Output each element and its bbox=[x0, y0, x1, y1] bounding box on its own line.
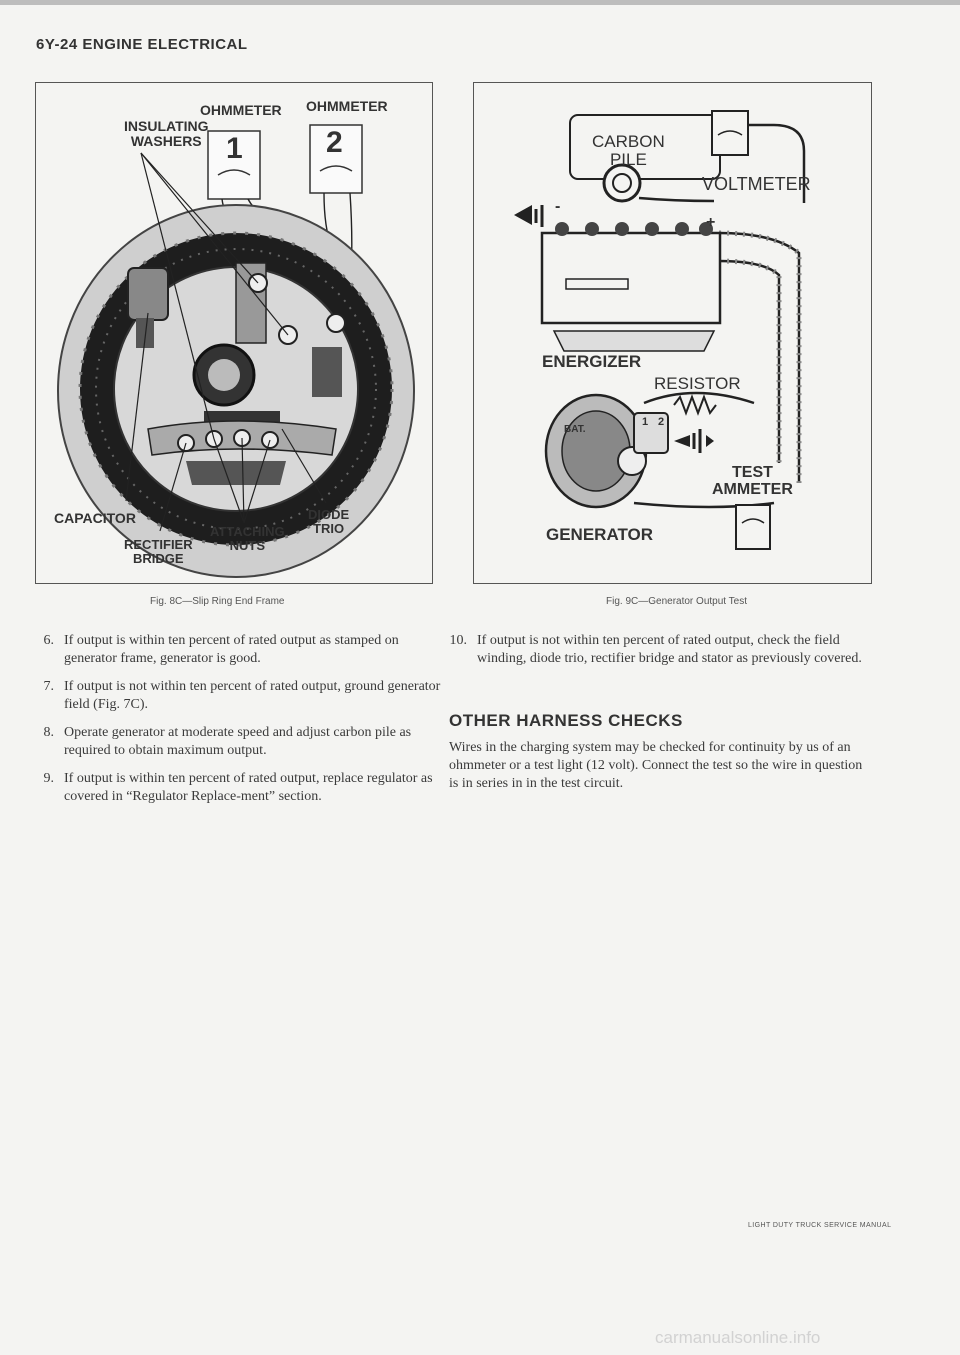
label-test-ammeter: TEST AMMETER bbox=[712, 464, 793, 498]
figure-generator-output-test bbox=[473, 82, 872, 584]
list-item: 8. Operate generator at moderate speed and adjust carbon pile as required to obtain maximum output. bbox=[43, 725, 412, 758]
generator-output-test-illustration bbox=[474, 83, 871, 583]
label-terminal-2: 2 bbox=[658, 416, 665, 428]
label-energizer: ENERGIZER bbox=[542, 352, 642, 371]
figure-caption-8c: Fig. 8C—Slip Ring End Frame bbox=[150, 596, 285, 607]
label-diode-trio: DIODE TRIO bbox=[308, 507, 350, 536]
list-item: 6. If output is within ten percent of rated output as stamped on generator frame, generator is good. bbox=[43, 633, 399, 666]
label-ohmmeter-1: OHMMETER bbox=[200, 102, 282, 118]
label-carbon-pile: CARBON PILE bbox=[592, 132, 665, 169]
label-terminal-1: 1 bbox=[642, 416, 649, 428]
figure-caption-9c: Fig. 9C—Generator Output Test bbox=[606, 596, 747, 607]
watermark: carmanualsonline.info bbox=[655, 1328, 821, 1347]
page-footer: LIGHT DUTY TRUCK SERVICE MANUAL bbox=[748, 1222, 892, 1229]
label-generator: GENERATOR bbox=[546, 525, 654, 544]
list-item: 7. If output is not within ten percent of rated output, ground generator field (Fig. 7C). bbox=[43, 679, 441, 712]
label-resistor: RESISTOR bbox=[654, 374, 741, 393]
label-negative-terminal: - bbox=[555, 198, 561, 215]
label-attaching-nuts: ATTACHING NUTS bbox=[210, 524, 285, 553]
capacitor-shape bbox=[128, 268, 168, 320]
label-insulating-washers: INSULATING WASHERS bbox=[124, 118, 209, 149]
label-positive-terminal: + bbox=[706, 214, 716, 231]
label-capacitor: CAPACITOR bbox=[54, 510, 136, 526]
section-paragraph: Wires in the charging system may be checked for continuity by us of an ohmmeter or a test light (12 volt). Connect the test so the wire in question is in series in in the test circuit. bbox=[449, 740, 863, 791]
figure-slip-ring-end-frame bbox=[35, 82, 433, 584]
left-steps-list bbox=[36, 632, 446, 816]
label-meter-2-number: 2 bbox=[326, 126, 343, 159]
battery-box bbox=[542, 233, 720, 323]
label-rectifier-bridge: RECTIFIER BRIDGE bbox=[124, 537, 193, 566]
list-item: 10. If output is not within ten percent of rated output, check the field winding, diode trio, rectifier bridge and stator as previously covered. bbox=[449, 633, 862, 666]
top-rule bbox=[0, 0, 960, 5]
label-meter-1-number: 1 bbox=[226, 132, 243, 165]
list-item: 9. If output is within ten percent of rated output, replace regulator as covered in “Regulator Replace-ment” section. bbox=[43, 771, 433, 804]
test-ammeter-body bbox=[736, 505, 770, 549]
resistor-zigzag bbox=[674, 397, 716, 413]
label-voltmeter: VOLTMETER bbox=[702, 174, 811, 194]
label-bat-terminal: BAT. bbox=[564, 424, 586, 435]
page-header: 6Y-24 ENGINE ELECTRICAL bbox=[36, 36, 248, 53]
carbon-pile-knob bbox=[604, 165, 640, 201]
right-steps-list bbox=[449, 632, 871, 678]
label-ohmmeter-2: OHMMETER bbox=[306, 98, 388, 114]
voltmeter-body bbox=[712, 111, 748, 155]
section-heading: OTHER HARNESS CHECKS bbox=[449, 711, 683, 730]
